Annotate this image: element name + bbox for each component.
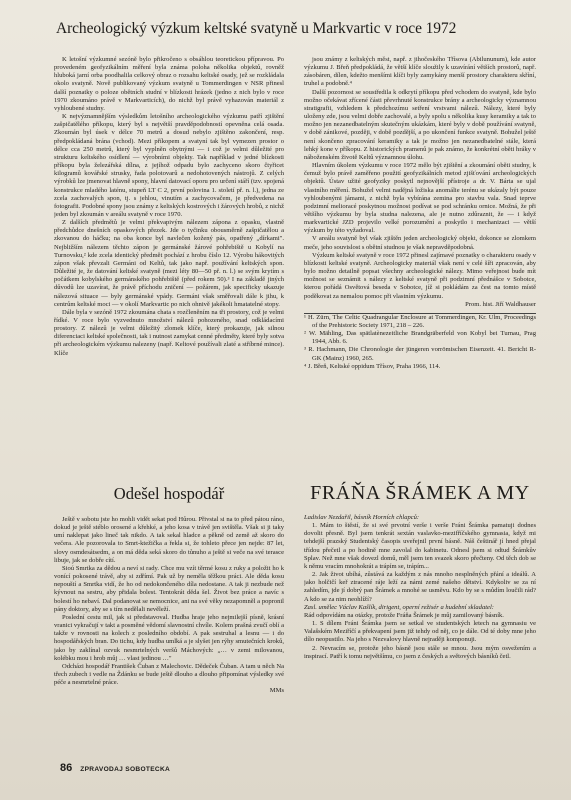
answer: 1. S dílem Fráni Šrámka jsem se setkal ve studentských letech na gymnasiu ve Valašském Meziříčí a překvapení jsem již tehdy od něj, co je dále. Od té doby mne jeho dílo neopustilo. Na jeho s Nezvalovy hlavně nejraději komponuji.: [304, 620, 536, 644]
article-title: Archeologický výzkum keltské svatyně u Markvartic v roce 1972: [56, 20, 457, 37]
paragraph: K nejvýznamnějším výsledkům letošního archeologického výzkumu patří zjištění zašpičatělého příkopu, který byl s největší pravděpodobností opevněna celá osada. Zkoumán byl úsek v délce 70 metrů a dosud nebylo zjištěno zakončení, resp. předpokládaná brána (vchod). Mezi příkopem a svatyní tak byl vymezen prostor o délce cca 250 metrů, který byl vyplněn obytnými — i což je velmi důležité pro strukturu keltského osídlení — výrobními objekty. Tak například v jedné blízkosti příkopu byla železářská dílna, z jejíhož odpadu bylo zachyceno skoro čtyřicet kilogramů kovářské strusky, řada polotovarů a nedohotovených nástrojů. Z celých výrobků lze jmenovat hlavně spony, hlavní datovací oporu pro určení stáří (tzv. spojená konstrukce mladého laténu, stupeň LT C 2, první polovina 1. století př. n. l.), jedna ze zcela zachovalých spon, tj. s jehlou, vinutím a zachycovačem, je předvedena na fotografii. Podobné spony jsou známy z keltských kostrových i žárových hrobů, z nichž jeden byl zkoumán v areálu svatyně v roce 1970.: [54, 113, 284, 218]
answer: 2. Nevracím se, protože jeho básně jsou stále se mnou. Jsou mým osvežením a inspirací. Patří k tomu největšímu, co jsem z českých a světových básníků četl.: [304, 644, 536, 660]
intro: Rád odpovídám na otázky, protože Fráňa Šrámek je můj zamilovaný básník.: [304, 611, 504, 619]
paragraph: Dále byla v sezóně 1972 zkoumána chata s rozčleněním na tři prostory, což je velmi řídké. V roce bylo vyzvednuto množství nálezů pohozeného, snad odkládacími prostory. Z nálezů je velmi důležitý zlomek klíče, který prokazuje, jak silnou diferenciaci keltské společnosti, tak i nutnost zamykat cenné předměty, které byly sotva při archeologickém výzkumu nalezeny (např. Keltové používali zlaté a stříbrné mince). Klíče: [54, 308, 284, 357]
article-column-left: [54, 56, 284, 452]
author-signature: MMs: [269, 687, 284, 695]
footnotes: [304, 313, 536, 371]
footnote: ⁴ J. Břeň, Keltské oppidum Třísov, Praha 1966, 114.: [304, 362, 441, 370]
paragraph: Poslední cestu mil, jak si představoval. Hudba hraje jeho nejmilejší písně, krásní vranici vykračují v takt a posměné vědomí slavnostní chvíle. Kolem prašná zvučí oblí a takže v rovnosti na kolech z posledního období. A pak sestruhal a lesnu — i do hospodářských bran. Do tichu, kdy hudba umlká a je slyšet jen rýhy smutečních kroků, jako by zaklínal ozvuk nesmrtelných veršů Máchových: „… v zemi milovanou, kolébku mou i hrob můj … vlast jedinou …": [54, 613, 284, 662]
paragraph: Další pozornost se soustředila k odkrytí příkopu před vchodem do svatyně, kde bylo možno očekávat zřícené části převrhnuté konstrukce brány a archeologicky významnou stratigrafii, vzhledem k předchozímu setření vrstvami nálezů. Nálezy, které byly uloženy zde, jsou velmi dobře zachovalé, a byly spolu s několika kusy keramiky a tak to možno jen nezanedbatelným skutečným ukázkám, které byly v době používání svatyně, v době zánikové, později, v době pozdější, a po ukončení funkce svatyně. Bohužel ještě není skončeno zpracování keramiky a tak je možno jen nezanedbatelné stále, která lehký kone v příkopu. Z historických pramenů je pak známo, že konkrétní oběti hráky v náboženském životě Keltů významnou úlohu.: [304, 88, 536, 161]
byline: Zasl. umělec Václav Kašlík, dirigent, operní režisér a hudební skladatel:: [304, 603, 494, 611]
author-signature: Prom. hist. Jiří Waldhauser: [465, 300, 536, 308]
article-column-right: [304, 56, 536, 450]
footnote: ¹ H. Zürn, The Celtic Quadrangular Enclosure at Tommerdingen, Kr. Ulm, Proceedings of the Prehistoric Society 1971, 218 – 226.: [304, 313, 536, 329]
paragraph: Výzkum keltské svatyně v roce 1972 přinesl zajímavé poznatky o charakteru osady v blízkosti keltské svatyně. Archeologicky materiál však není v celé šíři zpracován, aby bylo možno detailně popsat všechny archeologické nálezy. Mimo veřejnost bude mít možnost se seznámit s nálezy z keltské svatyně při podzimní přednášce v Sobotce, kterou pořádá Osvětová beseda v Sobotce, jíž si pokládám za čest na tomto místě poděkovat za nemalou pomoc při vlastním výzkumu.: [304, 251, 536, 300]
publication-name: ZPRAVODAJ SOBOTECKA: [80, 766, 171, 773]
article-column-hospodar: [54, 516, 284, 762]
byline: Ladislav Nezdařil, básník Horních chlapců:: [304, 514, 420, 521]
paragraph: Ještě v sobotu jste ho mohli vidět sekat pod Hůrou. Přivstal si na to před pátou ráno, dokud je ještě stéblo orosené a křehké, a jeho kosa v trávě jen svištěla. Však si ji taky umí naklepat jako lineč tak nikdo. A tak sekal hladce a pěkně od země až skoro do večera. Ale pozorovala to Smrt-ktežička a řekla si, že tohleto přece jen nejde: 87 let, slovy osmdesátsedm, a on má děda seká skoro do tůnuho a ještě si veče na své terasce libuje, jak se dobře cítí.: [54, 516, 284, 564]
footnote: ² W. Mähling, Das spätlatènezeitliche Brandgräberfeld von Kobyl bei Turnau, Prag 1944, Abb. 6.: [304, 330, 536, 346]
paragraph: Z dalších předmětů je velmi překvapivým nálezem zápona z opasku, vlastně předchůdce dnešních opaskových přezek. Jde o tyčinku obousměrně zašpičatělou a zkovanou do háčku; na oba konce byl navlečen kožený pás, opatřený „dírkami". Nejbližším nálezem těchto zápon je germánské žárové pohřebiště u Kobylí na Turnovsku,² kde zcela identický předmět pochází z hrobu číslo 12. Výrobu hákovitých zápon však převzali Germáni od Keltů, tak jako např. používání keltských spon. Důležité je, že datování keltské svatyně (mezi léty 80—50 př. n. l.) se svým krytím s počátkem kobylského germánského pohřebiště (před rokem 50).³ I na základě jiných důvodů lze uzavírat, že právě příchodu zničení — požárem, jak specificky ukazuje nálezová situace — byly germánské vpády. Germáni však směřovali dále k jihu, k centrům keltské moci — v okolí Markvartic po nich ohnivě jakékoli hmatatelné stopy.: [54, 219, 284, 308]
article-column-sramek: [304, 514, 536, 776]
page-number: 86: [60, 762, 73, 774]
footnote: ³ R. Hachmann, Die Chronologie der jüngeren vorrömischen Eisenzeit. 41. Bericht R-GK (Mainz) 1960, 265.: [304, 346, 536, 362]
answer: 2. Jak život ubíhá, zůstává za každým z nás mnoho nesplněných přání a ideálů. A jako holčičí keř ztracené ráje leží za námi zemé našeho dětství. Kdykoliv se za ní zahledím, jde jí dobrý pan Šrámek a mnohé se usměvu. Kdo by se s můdím loučili rád? A kdo se za nim neohlíží?: [304, 571, 536, 603]
paragraph: K letošní výzkumné sezóně bylo přikročeno s obsáhlou teoretickou přípravou. Po provedeném geofyzikálním měření byla známa poloha několika objektů, rovněž hluboká jarní orba poodhalila celkový obraz o rozsahu keltské osady, jež se rozkládala okolo svatyně. Nově publikovaný výzkum svatyně u Tommerdingen v NSR přinesl další poznatky o poloze obětních studní v blízkosti hrázek (jedno z nich bylo v roce 1970 zkoumáno právě v Markvarticích), do nichž byl právě vyhazován materiál z vyhloubené studny.: [54, 56, 284, 112]
answer: 1. Mám to štěstí, že si své prvotní verše i verše Fráni Šrámka pamatuji dodnes dovolit přesně. Byl jsem tenkrát sextán vaslavko-mezifříčského gymnasia, když mi tehdejší prazský Studentský časopis uveřejnil první básně. Náš češtinář jí hned přejal třídou přečetl a po hodině mne zavolal do kabinetu. Odnesl jsem si odtud Šrámkův Splav. Než mne však dovezl domů, měl jsem ten svazek skoro přečteny. Od těch dob se k němu vracím mnohokrát a trápím se, trápím...: [304, 522, 536, 570]
section-title-hospodar: Odešel hospodář: [113, 484, 225, 503]
paragraph: jsou známy z keltských měst, např. z jihočeského Třísova (Abilununum), kde autor výzkumu J. Břeň předpokládá, že větší klíče sloužily k uzavírání větších prostorů, např. zásobáren, dílen, kdežto menšími klíči byly zamykány menší prostory charakteru skříní, truhel a podobně.⁴: [304, 56, 536, 88]
paragraph: Hlavním úkolem výzkumu v roce 1972 mělo být zjištění a zkoumání oběti studny, k čemuž bylo právě zaměřeno použití geofyzikálních metod zjišťování archeologických objektů. Ústav užité geofyziky poskytl nejnovější přístroje a dr. V. Bárta se ujal vlastního měření. Bohužel velmi nadějná ložiska anomálie terénu se ukázaly být pouze vyhloubenými jámami, z nichž byla vybírána zemina pro stavbu vala. Snad teprve podzimní melioracé poskytnou možnost podívat se pod schránku ornice. Možná, že při většího výzkumu by byla studna nalezena, ale je nutno zdůraznit, že — i když markvartické JZD projevilo velké porozumění a poskytlo i mechanizaci — větší výzkum by této vyžadoval.: [304, 162, 536, 235]
page-footer: [60, 762, 290, 776]
paragraph: V areálu svatyně byl však zjištěn jeden archeologický objekt, dokonce se zlomkem meče, jeho souvislost s obětní studnou je však nepravděpodobná.: [304, 235, 536, 251]
paragraph: Odcházi hospodář František Čuban z Malechovic. Dědeček Čuban. A tam u něch Na třech zubech i vedle na Ždánku se bude ještě dlouho a dlouho připomínat výsledky své péče a nesmrtelné práce.: [54, 662, 284, 687]
paragraph: Sioú Smrtka za dědou a neví si rady. Chce mu vzít těrmé kosu z ruky a položit ho k vonící pokosené trávě, aby si zdřímí. Pak už by neměla těžkou práci. Ale děda kosu nepouští a Smrtka vidí, že ho od nedokončeného díla nedostane. A tak ji nezbude než kývnout na sestru, aby přidala bolest. Tentokrát děda šel. Život bez práce a navíc s bolestí ho nebaví. Dal podanovat se nemocnice, ani na své věky nezapomněl a popronil pány doktory, aby se s tím nedělali nevěleží.: [54, 564, 284, 613]
section-title-sramek: FRÁŇA ŠRÁMEK A MY: [310, 482, 530, 504]
